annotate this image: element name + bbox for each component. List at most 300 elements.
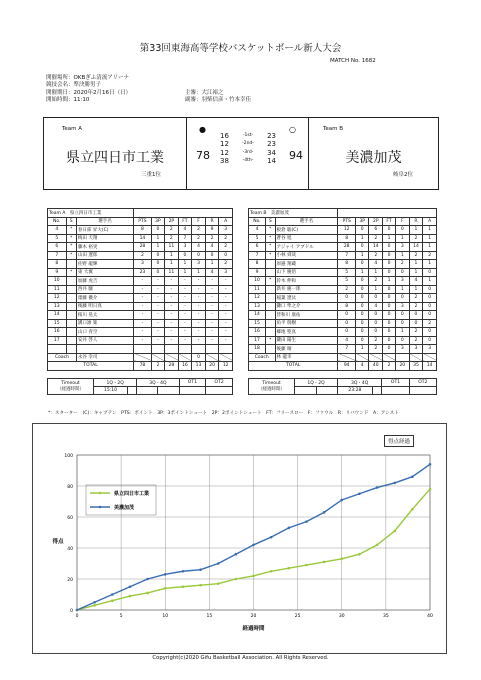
player-cell: 1 xyxy=(409,260,423,269)
x-axis-label: 経過時間 xyxy=(242,626,265,632)
player-cell: 蒼谷 旭 xyxy=(275,234,338,243)
data-point xyxy=(393,482,396,485)
player-cell: 藤木 裕実 xyxy=(76,243,133,252)
player-cell: 1 xyxy=(356,234,369,243)
player-cell: 0 xyxy=(423,302,437,311)
coach-label: Coach xyxy=(249,353,276,362)
player-cell: 原邉 翔蔵 xyxy=(275,260,338,269)
column-header: 2P xyxy=(165,217,179,226)
player-cell: 1 xyxy=(165,260,179,269)
player-cell: * xyxy=(266,226,276,235)
player-cell: 1 xyxy=(205,260,219,269)
player-cell: 0 xyxy=(205,251,219,260)
player-cell: 13 xyxy=(48,302,67,311)
player-cell: 15 xyxy=(48,319,67,328)
player-cell: 1 xyxy=(383,234,396,243)
player-cell: - xyxy=(165,336,179,345)
player-cell: 0 xyxy=(395,294,409,303)
coach-fouls: 0 xyxy=(192,353,206,362)
player-cell: 0 xyxy=(383,319,396,328)
player-cell: 2 xyxy=(369,345,383,354)
y-axis-label: 得点 xyxy=(52,539,64,545)
player-cell: 2 xyxy=(205,234,219,243)
data-point xyxy=(340,499,343,502)
column-header: No. xyxy=(249,217,266,226)
player-cell: 0 xyxy=(356,302,369,311)
player-cell: 6 xyxy=(369,226,383,235)
column-header: 2P xyxy=(369,217,383,226)
player-cell: - xyxy=(192,311,206,320)
total-cell: 14 xyxy=(423,362,437,371)
division: 準決勝男子 xyxy=(73,82,102,89)
time-label: 開始時間： xyxy=(46,97,74,104)
player-cell: 2 xyxy=(409,234,423,243)
player-cell: 1 xyxy=(165,251,179,260)
player-cell: 4 xyxy=(369,260,383,269)
timeout-col: OT2 xyxy=(206,379,233,387)
data-point xyxy=(340,558,343,561)
timeout-value: 15:10 xyxy=(94,387,128,395)
player-cell: - xyxy=(178,328,192,337)
player-cell: - xyxy=(151,311,164,320)
player-cell: 皆和川 康佑 xyxy=(275,311,338,320)
player-cell: 1 xyxy=(423,260,437,269)
player-cell: 3 xyxy=(178,243,192,252)
player-cell: 1 xyxy=(151,243,164,252)
team-a-label: Team A xyxy=(62,126,83,132)
period-a: 38 xyxy=(220,157,229,166)
player-cell: 18 xyxy=(249,345,266,354)
player-cell: 5 xyxy=(48,234,67,243)
player-cell: 9 xyxy=(249,268,266,277)
column-header: A xyxy=(423,217,437,226)
player-cell: 2 xyxy=(369,251,383,260)
player-cell: 3 xyxy=(134,260,152,269)
player-cell: 4 xyxy=(205,268,219,277)
column-header: R xyxy=(205,217,219,226)
player-cell: 7 xyxy=(178,234,192,243)
referee-label: 主審： xyxy=(185,89,202,96)
stat-legend: *：スターター (C)：キャプテン PTS：ポイント 3P：3ポイントシュート 2P：2ポイントシュート FT：フリースロー F：ファウル R：リバウンド A：アシスト xyxy=(48,411,399,416)
x-tick-label: 20 xyxy=(250,614,257,619)
total-label: TOTAL xyxy=(249,362,338,371)
data-point xyxy=(288,527,291,530)
page-title: 第33回東海高等学校バスケットボール新人大会 xyxy=(139,43,342,54)
date: 2020年2月16日（日） xyxy=(73,89,132,96)
player-cell: 1 xyxy=(369,268,383,277)
total-cell: 12 xyxy=(219,362,233,371)
player-cell: 0 xyxy=(151,251,164,260)
player-cell: 鈴木 伸和 xyxy=(275,277,338,286)
player-cell: 12 xyxy=(338,226,356,235)
player-cell: 稲葉 遼汰 xyxy=(275,294,338,303)
player-cell: 10 xyxy=(48,277,67,286)
player-cell: - xyxy=(134,285,152,294)
data-point xyxy=(429,488,432,491)
venue: OKBぎふ清流アリーナ xyxy=(73,75,130,81)
data-point xyxy=(252,575,255,578)
player-cell: 2 xyxy=(165,234,179,243)
player-cell: 14 xyxy=(409,243,423,252)
data-point xyxy=(111,593,114,596)
player-cell: 3 xyxy=(219,226,233,235)
y-tick-label: 60 xyxy=(67,516,73,521)
player-cell: * xyxy=(266,336,276,345)
player-cell: 西井 駿 xyxy=(76,285,133,294)
data-point xyxy=(323,561,326,564)
data-point xyxy=(129,585,132,588)
player-cell: - xyxy=(151,328,164,337)
player-cell: 7 xyxy=(338,345,356,354)
player-cell: 小林 舜哉 xyxy=(275,251,338,260)
player-cell: 新井 慶一郎 xyxy=(275,285,338,294)
timeout-label: Timeout xyxy=(262,381,281,386)
total-cell: 28 xyxy=(165,362,179,371)
player-cell: 14 xyxy=(369,243,383,252)
copyright: Copyright(c)2020 Gifu Basketball Association. All Rights Reserved. xyxy=(152,655,329,661)
coach-name: 林 龍幸 xyxy=(275,353,338,362)
player-cell: 0 xyxy=(383,285,396,294)
player-cell: 0 xyxy=(395,311,409,320)
player-cell: - xyxy=(192,328,206,337)
referee: 大江裕之 xyxy=(201,89,224,96)
player-cell: 14 xyxy=(134,234,152,243)
player-cell: 2 xyxy=(369,336,383,345)
player-cell: * xyxy=(66,226,76,235)
player-cell: 5 xyxy=(338,277,356,286)
data-point xyxy=(376,544,379,547)
player-cell: 2 xyxy=(423,251,437,260)
period-b: 23 xyxy=(267,140,276,149)
data-point xyxy=(93,601,96,604)
data-point xyxy=(323,511,326,514)
player-cell: 春日部 昇大(C) xyxy=(76,226,133,235)
player-cell: 0 xyxy=(369,319,383,328)
player-cell: 0 xyxy=(192,251,206,260)
player-cell: 4 xyxy=(249,226,266,235)
period-a: 16 xyxy=(220,132,229,140)
player-cell: 17 xyxy=(48,336,67,345)
data-point xyxy=(76,609,79,612)
player-cell: - xyxy=(178,294,192,303)
player-cell: - xyxy=(165,285,179,294)
player-cell: 桜川 晃太 xyxy=(76,311,133,320)
player-cell: 11 xyxy=(165,243,179,252)
player-cell: 0 xyxy=(369,294,383,303)
player-cell: - xyxy=(205,294,219,303)
player-cell: 0 xyxy=(423,336,437,345)
player-cell: 0 xyxy=(383,260,396,269)
player-cell: 16 xyxy=(249,328,266,337)
player-cell: 0 xyxy=(151,226,164,235)
player-cell: 2 xyxy=(409,251,423,260)
player-cell: 1 xyxy=(356,268,369,277)
player-cell: 2 xyxy=(134,251,152,260)
player-cell: 2 xyxy=(192,226,206,235)
timeout-col: 1Q・2Q xyxy=(295,379,338,387)
column-header: 3P xyxy=(151,217,164,226)
x-tick-label: 35 xyxy=(383,614,389,619)
column-header: 選手名 xyxy=(76,217,133,226)
player-cell: 郷地 聖真 xyxy=(275,328,338,337)
timeout-sub: （経過時間） xyxy=(57,387,84,392)
player-cell: 8 xyxy=(338,302,356,311)
column-header: F xyxy=(395,217,409,226)
player-cell: 1 xyxy=(395,234,409,243)
player-cell: 溝口凛 楽 xyxy=(76,319,133,328)
umpires-label: 副審： xyxy=(185,97,202,104)
column-header: F xyxy=(192,217,206,226)
player-cell: 1 xyxy=(423,243,437,252)
player-cell: 2 xyxy=(192,234,206,243)
player-cell: 10 xyxy=(249,277,266,286)
player-cell: 0 xyxy=(356,319,369,328)
player-cell: 2 xyxy=(219,234,233,243)
player-cell: 2 xyxy=(423,319,437,328)
data-point xyxy=(252,544,255,547)
player-cell: 板倉 聡(C) xyxy=(275,226,338,235)
player-cell: 2 xyxy=(369,277,383,286)
player-cell: * xyxy=(266,277,276,286)
coach-label: Coach xyxy=(48,353,77,362)
player-cell: 1 xyxy=(395,328,409,337)
player-cell: 16 xyxy=(48,328,67,337)
legend-marker xyxy=(99,506,102,509)
player-cell: 0 xyxy=(395,226,409,235)
player-cell: 1 xyxy=(395,285,409,294)
player-cell: - xyxy=(165,319,179,328)
player-cell: 2 xyxy=(395,260,409,269)
player-cell: 12 xyxy=(249,294,266,303)
player-cell: 0 xyxy=(369,328,383,337)
player-cell: 1 xyxy=(423,277,437,286)
player-cell: 加藤 虎吉 xyxy=(76,277,133,286)
player-cell: 3 xyxy=(395,243,409,252)
player-cell: 2 xyxy=(338,285,356,294)
player-cell: 0 xyxy=(395,268,409,277)
player-cell: 14 xyxy=(249,311,266,320)
player-cell: 5 xyxy=(338,268,356,277)
data-point xyxy=(111,599,114,602)
total-cell: 2 xyxy=(383,362,396,371)
player-cell: 0 xyxy=(369,311,383,320)
winner-circle-icon: ○ xyxy=(289,125,296,134)
column-header: FT xyxy=(178,217,192,226)
total-label: TOTAL xyxy=(48,362,134,371)
y-tick-label: 40 xyxy=(67,547,73,552)
period-a: 12 xyxy=(220,140,229,149)
player-cell: 2 xyxy=(409,328,423,337)
player-cell: - xyxy=(219,277,233,286)
x-tick-label: 10 xyxy=(162,614,169,619)
period-b: 23 xyxy=(267,132,276,140)
player-cell: 1 xyxy=(178,268,192,277)
player-cell: 0 xyxy=(383,243,396,252)
player-cell: 山下 慶悟 xyxy=(275,268,338,277)
player-cell: 角平 瑞樹 xyxy=(275,319,338,328)
y-tick-label: 80 xyxy=(67,485,73,490)
player-cell: 0 xyxy=(395,319,409,328)
data-point xyxy=(182,585,185,588)
data-point xyxy=(288,567,291,570)
player-cell: - xyxy=(219,294,233,303)
y-tick-label: 100 xyxy=(64,454,73,459)
player-cell: - xyxy=(192,319,206,328)
player-cell: - xyxy=(205,336,219,345)
data-point xyxy=(146,592,149,595)
player-cell: 0 xyxy=(423,311,437,320)
chart-title: 得点経過 xyxy=(384,435,414,447)
player-cell: * xyxy=(266,251,276,260)
player-cell: 1 xyxy=(383,277,396,286)
player-cell: 0 xyxy=(356,226,369,235)
player-cell: 4 xyxy=(48,226,67,235)
player-cell: 7 xyxy=(338,251,356,260)
column-header: A xyxy=(219,217,233,226)
player-cell: - xyxy=(165,277,179,286)
team-label: Team B 美濃加茂 xyxy=(249,209,338,218)
player-cell: 1 xyxy=(409,268,423,277)
period-b: 14 xyxy=(267,157,276,166)
period-tag: -1st- xyxy=(242,133,254,138)
player-cell: 2 xyxy=(165,226,179,235)
player-cell: 梅田 天翔 xyxy=(76,234,133,243)
column-header: FT xyxy=(383,217,396,226)
player-cell: 2 xyxy=(219,260,233,269)
data-point xyxy=(93,604,96,607)
player-cell: - xyxy=(165,328,179,337)
player-cell: 0 xyxy=(383,294,396,303)
player-cell: 2 xyxy=(409,302,423,311)
period-tag: -4th- xyxy=(242,158,254,164)
data-point xyxy=(199,568,202,571)
timeout-col: 3Q・4Q xyxy=(338,379,382,387)
player-cell: 3 xyxy=(409,345,423,354)
player-cell: - xyxy=(134,302,152,311)
column-header: 選手名 xyxy=(275,217,338,226)
player-cell: 1 xyxy=(151,234,164,243)
data-point xyxy=(235,553,238,556)
player-cell: 13 xyxy=(249,302,266,311)
player-cell: 山口 青空 xyxy=(76,328,133,337)
player-cell: - xyxy=(192,302,206,311)
player-cell: 3 xyxy=(219,268,233,277)
x-tick-label: 40 xyxy=(427,614,433,619)
legend-label: 美濃加茂 xyxy=(114,505,135,511)
player-cell: 0 xyxy=(383,302,396,311)
player-cell: 11 xyxy=(48,285,67,294)
umpires: 羽柴信彦・竹本幸佳 xyxy=(201,97,252,104)
date-label: 開催期日： xyxy=(46,89,74,96)
player-cell: 28 xyxy=(134,243,152,252)
player-cell: 4 xyxy=(338,336,356,345)
player-cell: 2 xyxy=(409,294,423,303)
player-cell: 3 xyxy=(395,277,409,286)
timeout-col: 1Q・2Q xyxy=(94,379,137,387)
player-cell: - xyxy=(151,294,164,303)
player-cell: 8 xyxy=(134,226,152,235)
player-cell: 東 大翼 xyxy=(76,268,133,277)
player-cell: 0 xyxy=(356,294,369,303)
total-cell: 94 xyxy=(338,362,356,371)
player-cell: - xyxy=(205,311,219,320)
player-cell: 0 xyxy=(383,345,396,354)
team-b-name: 美濃加茂 xyxy=(345,150,402,166)
player-cell: - xyxy=(151,277,164,286)
player-cell: 0 xyxy=(151,260,164,269)
player-cell: 3 xyxy=(423,345,437,354)
player-cell: 0 xyxy=(356,260,369,269)
legend-label: 県立四日市工業 xyxy=(114,491,150,497)
column-header: S xyxy=(66,217,76,226)
player-cell: - xyxy=(178,311,192,320)
data-point xyxy=(358,553,361,556)
player-cell: - xyxy=(219,336,233,345)
player-cell: - xyxy=(165,311,179,320)
player-cell: 17 xyxy=(249,336,266,345)
player-cell: 0 xyxy=(383,268,396,277)
player-cell: - xyxy=(151,285,164,294)
player-cell: 4 xyxy=(178,226,192,235)
column-header: No. xyxy=(48,217,67,226)
loser-dot-icon: ● xyxy=(199,125,206,134)
total-cell: 40 xyxy=(369,362,383,371)
team-a-name: 県立四日市工業 xyxy=(66,150,164,166)
player-cell: 3 xyxy=(395,302,409,311)
player-cell: 5 xyxy=(249,234,266,243)
player-cell: 8 xyxy=(338,234,356,243)
player-cell: 0 xyxy=(356,277,369,286)
player-cell: * xyxy=(66,251,76,260)
player-cell: 7 xyxy=(249,251,266,260)
player-cell: 0 xyxy=(423,268,437,277)
data-point xyxy=(235,578,238,581)
player-cell: 1 xyxy=(369,285,383,294)
player-cell: 0 xyxy=(338,328,356,337)
player-cell: - xyxy=(205,285,219,294)
timeout-col: OT1 xyxy=(382,379,409,387)
data-point xyxy=(429,463,432,466)
timeout-value: 23:28 xyxy=(338,387,373,395)
data-point xyxy=(217,562,220,565)
data-point xyxy=(217,582,220,585)
period-a: 12 xyxy=(220,148,229,157)
player-cell: 3 xyxy=(192,260,206,269)
player-cell: 0 xyxy=(383,226,396,235)
player-cell: 28 xyxy=(338,243,356,252)
match-number: MATCH No. 1682 xyxy=(330,58,376,64)
player-cell: 1 xyxy=(395,251,409,260)
player-cell: 0 xyxy=(151,268,164,277)
player-cell: - xyxy=(205,319,219,328)
player-cell: 後藤 晴 xyxy=(275,345,338,354)
player-cell: 2 xyxy=(369,234,383,243)
legend-marker xyxy=(99,492,102,495)
data-point xyxy=(393,530,396,533)
player-cell: 0 xyxy=(423,285,437,294)
player-cell: * xyxy=(266,243,276,252)
player-cell: 2 xyxy=(219,243,233,252)
player-cell: 12 xyxy=(48,294,67,303)
venue-label: 開催場所： xyxy=(46,75,74,81)
player-cell: - xyxy=(219,285,233,294)
player-cell: - xyxy=(219,319,233,328)
data-point xyxy=(411,475,414,478)
data-point xyxy=(199,584,202,587)
period-tag: -3rd- xyxy=(242,149,254,155)
player-cell: - xyxy=(178,285,192,294)
player-cell: - xyxy=(134,336,152,345)
